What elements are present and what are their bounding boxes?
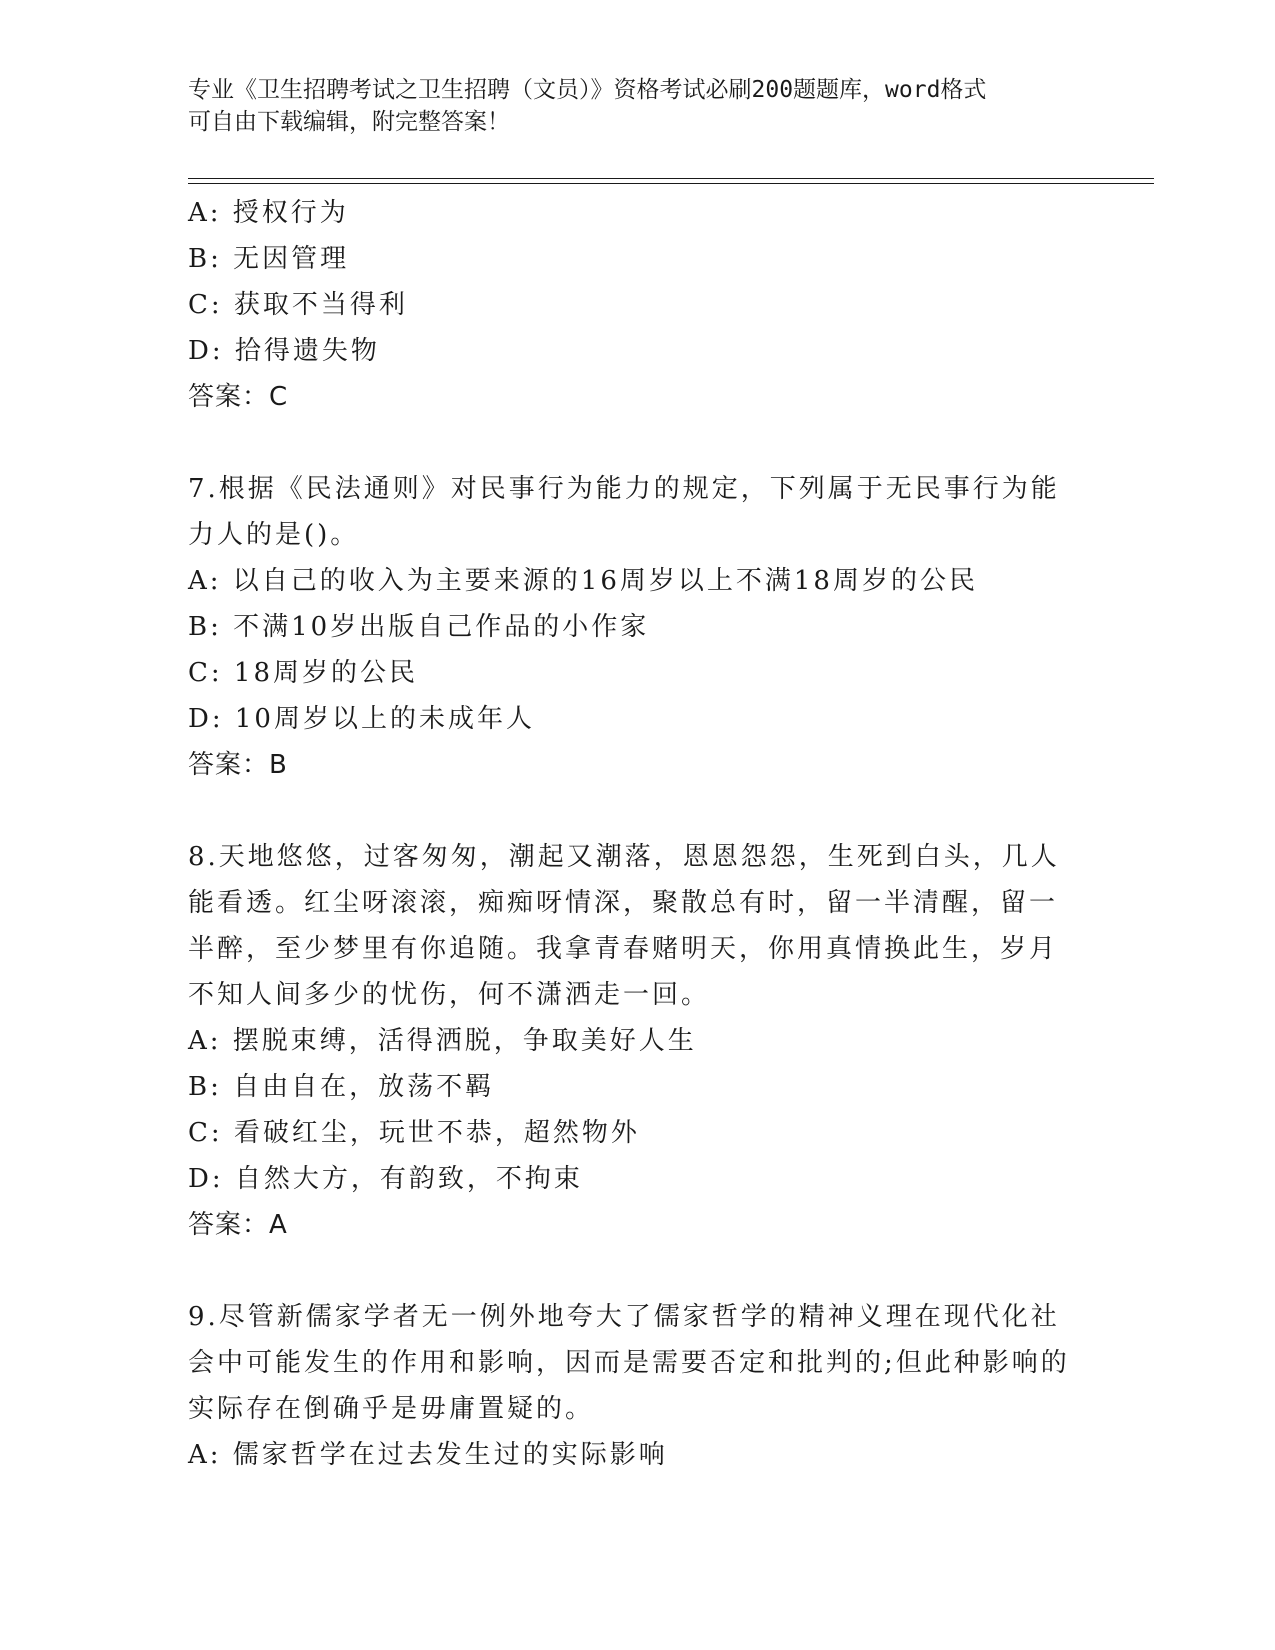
spacer	[188, 788, 1088, 834]
option-b: B: 不满10岁出版自己作品的小作家	[188, 612, 650, 642]
question-stem-line: 不知人间多少的忧伤，何不潇洒走一回。	[188, 980, 711, 1010]
header-line-1: 专业《卫生招聘考试之卫生招聘（文员）》资格考试必刷200题题库，word格式	[188, 77, 987, 103]
header-divider-top	[188, 178, 1154, 179]
header-divider-bottom	[188, 183, 1154, 184]
option-a: A: 授权行为	[188, 198, 349, 228]
question-9	[188, 1294, 1088, 1478]
option-b: B: 无因管理	[188, 244, 350, 274]
question-8	[188, 834, 1088, 1248]
question-stem-line: 半醉，至少梦里有你追随。我拿青春赌明天，你用真情换此生，岁月	[188, 934, 1059, 964]
question-stem-line: 9.尽管新儒家学者无一例外地夸大了儒家哲学的精神义理在现代化社	[188, 1302, 1060, 1332]
answer-line: 答案：C	[188, 382, 289, 412]
option-a: A: 摆脱束缚，活得洒脱，争取美好人生	[188, 1026, 697, 1056]
question-list	[188, 190, 1088, 1478]
option-d: D: 自然大方，有韵致，不拘束	[188, 1164, 583, 1194]
option-a: A: 以自己的收入为主要来源的16周岁以上不满18周岁的公民	[188, 566, 978, 596]
question-stem-line: 力人的是()。	[188, 520, 360, 550]
answer-line: 答案：A	[188, 1210, 288, 1240]
question-7	[188, 466, 1088, 788]
question-stem-line: 能看透。红尘呀滚滚，痴痴呀情深，聚散总有时，留一半清醒，留一	[188, 888, 1059, 918]
option-c: C: 18周岁的公民	[188, 658, 419, 688]
question-stem-line: 8.天地悠悠，过客匆匆，潮起又潮落，恩恩怨怨，生死到白头，几人	[188, 842, 1060, 872]
spacer	[188, 420, 1088, 466]
option-a: A: 儒家哲学在过去发生过的实际影响	[188, 1440, 668, 1470]
question-stem-line: 7.根据《民法通则》对民事行为能力的规定，下列属于无民事行为能	[188, 474, 1060, 504]
answer-line: 答案：B	[188, 750, 288, 780]
option-d: D: 10周岁以上的未成年人	[188, 704, 535, 734]
question-6	[188, 190, 1088, 420]
option-d: D: 拾得遗失物	[188, 336, 380, 366]
option-b: B: 自由自在，放荡不羁	[188, 1072, 495, 1102]
option-c: C: 看破红尘，玩世不恭，超然物外	[188, 1118, 640, 1148]
option-c: C: 获取不当得利	[188, 290, 408, 320]
question-stem-line: 实际存在倒确乎是毋庸置疑的。	[188, 1394, 595, 1424]
question-stem-line: 会中可能发生的作用和影响，因而是需要否定和批判的;但此种影响的	[188, 1348, 1070, 1378]
document-header	[188, 74, 1068, 138]
spacer	[188, 1248, 1088, 1294]
header-line-2: 可自由下载编辑，附完整答案！	[188, 109, 510, 135]
